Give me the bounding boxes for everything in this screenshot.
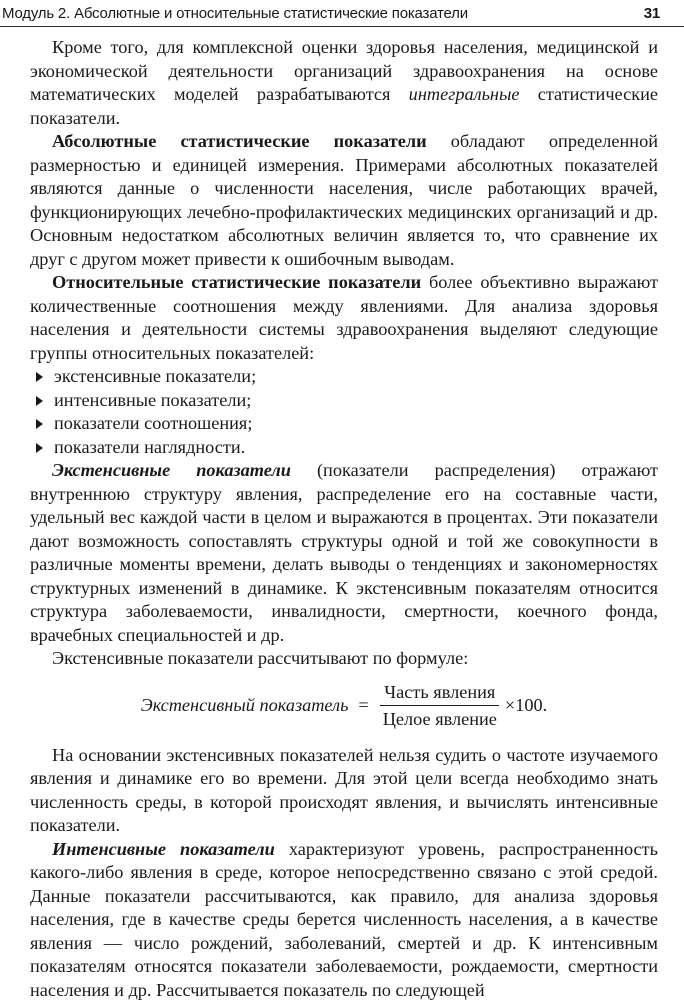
formula-equals: = xyxy=(358,695,368,716)
triangle-bullet-icon xyxy=(36,443,43,453)
paragraph-formula-intro: Экстенсивные показатели рассчитывают по формуле: xyxy=(30,647,658,671)
formula-denominator: Целое явление xyxy=(379,706,501,730)
paragraph-integral: Кроме того, для комплексной оценки здоровья населения, медицинской и экономической деятельности организаций здравоохранения на основе математических моделей разрабатываются интегральные статистические показатели. xyxy=(30,36,658,130)
list-item: показатели наглядности. xyxy=(30,436,658,460)
intensive-term: Интенсивные показатели xyxy=(52,839,275,859)
list-item: показатели соотношения; xyxy=(30,412,658,436)
triangle-bullet-icon xyxy=(36,396,43,406)
formula-lhs: Экстенсивный показатель xyxy=(141,695,349,716)
header-title: Модуль 2. Абсолютные и относительные статистические показатели xyxy=(2,5,468,22)
running-header xyxy=(0,0,684,27)
absolute-term: Абсолютные статистические показатели xyxy=(52,131,427,151)
paragraph-extensive-limits: На основании экстенсивных показателей нельзя судить о частоте изучаемого явления и динамике его во времени. Для этой цели всегда необходимо знать численность среды, в которой происходят явления, и вычислять интенсивные показатели. xyxy=(30,744,658,838)
indicator-types-list xyxy=(30,365,658,459)
paragraph-extensive: Экстенсивные показатели (показатели распределения) отражают внутреннюю структуру явления, распределение его на составные части, удельный вес каждой части в целом и выражаются в процентах. Эти показатели дают возможность сопоставлять структуры одной и той же совокупности в различные моменты времени, делать выводы о тенденциях и закономерностях структурных изменений в динамике. К экстенсивным показателям относится структура заболеваемости, инвалидности, смертности, коечного фонда, врачебных специальностей и др. xyxy=(30,459,658,647)
extensive-term: Экстенсивные показатели xyxy=(52,460,291,480)
extensive-formula xyxy=(30,681,658,730)
paragraph-relative: Относительные статистические показатели более объективно выражают количественные соотношения между явлениями. Для анализа здоровья населения и деятельности системы здравоохранения выделяют следующие группы относительных показателей: xyxy=(30,271,658,365)
formula-numerator: Часть явления xyxy=(380,681,499,706)
paragraph-absolute: Абсолютные статистические показатели обладают определенной размерностью и единицей измерения. Примерами абсолютных показателей являются данные о численности населения, числе работающих врачей, функционирующих лечебно-профилактических медицинских организаций и др. Основным недостатком абсолютных величин является то, что сравнение их друг с другом может привести к ошибочным выводам. xyxy=(30,130,658,271)
paragraph-intensive: Интенсивные показатели характеризуют уровень, распространенность какого-либо явления в среде, которое непосредственно связано с этой средой. Данные показатели рассчитываются, как правило, для анализа здоровья населения, где в качестве среды берется численность населения, а в качестве явления — число рождений, заболеваний, смертей и др. К интенсивным показателям относятся показатели заболеваемости, рождаемости, смертности населения и др. Рассчитывается показатель по следующей xyxy=(30,838,658,1002)
integral-term: интегральные xyxy=(409,84,520,104)
page-body xyxy=(0,36,684,1002)
formula-fraction xyxy=(379,681,501,730)
triangle-bullet-icon xyxy=(36,419,43,429)
page-number: 31 xyxy=(644,5,660,22)
relative-term: Относительные статистические показатели xyxy=(52,272,421,292)
triangle-bullet-icon xyxy=(36,372,43,382)
list-item: интенсивные показатели; xyxy=(30,389,658,413)
list-item: экстенсивные показатели; xyxy=(30,365,658,389)
formula-multiplier: ×100. xyxy=(505,695,547,716)
